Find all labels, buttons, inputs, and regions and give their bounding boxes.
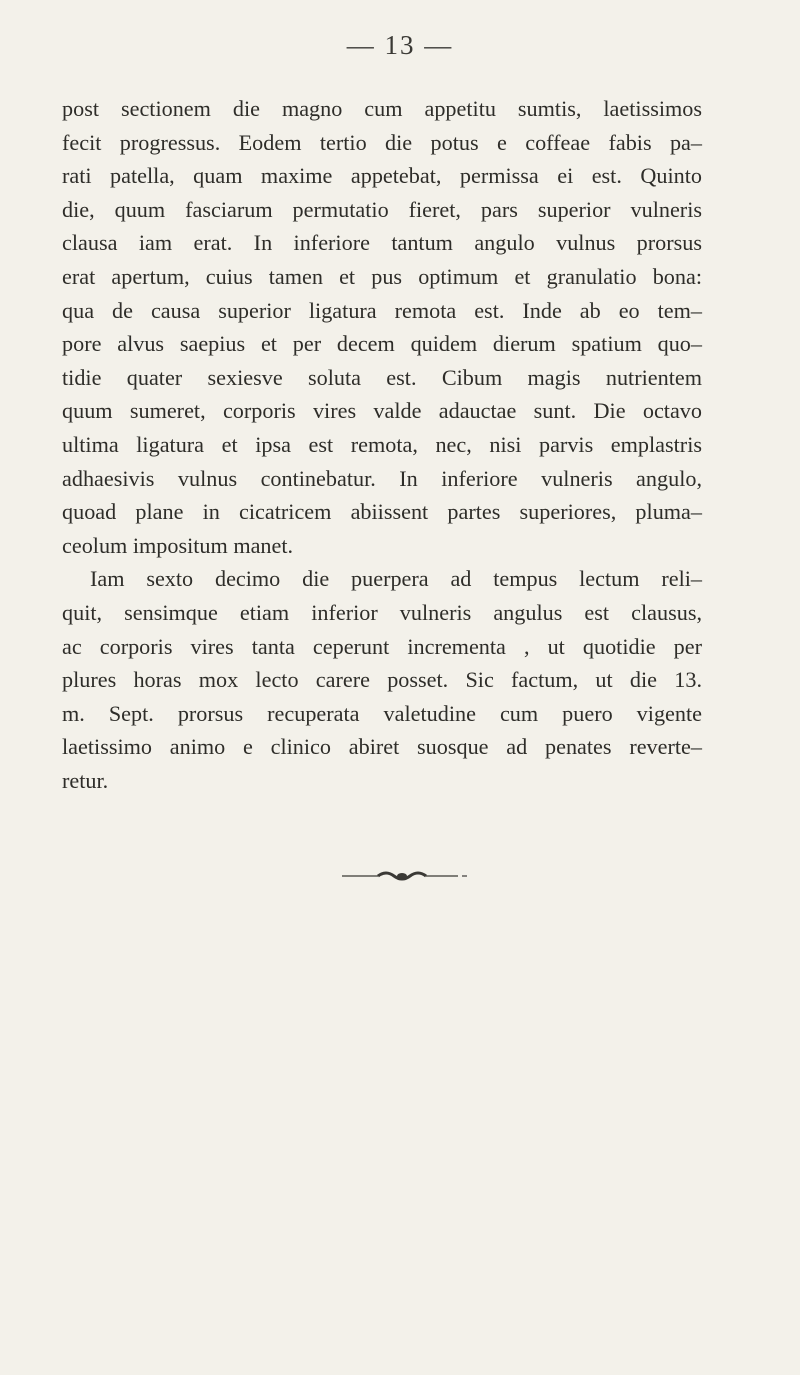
text-line: ceolum impositum manet.	[62, 532, 294, 558]
text-line: pore alvus saepius et per decem quidem dierum spatium quo–	[62, 331, 702, 357]
printer-flourish-icon	[340, 868, 470, 884]
page-number: — 13 —	[346, 30, 454, 60]
text-line: fecit progressus. Eodem tertio die potus e coffeae fabis pa–	[62, 129, 702, 155]
body-text	[62, 92, 702, 797]
text-line: ac corporis vires tanta ceperunt incrementa , ut quotidie per	[62, 633, 702, 659]
text-line: erat apertum, cuius tamen et pus optimum et granulatio bona:	[62, 263, 702, 289]
text-line: qua de causa superior ligatura remota est. Inde ab eo tem–	[62, 297, 702, 323]
text-line: post sectionem die magno cum appetitu sumtis, laetissimos	[62, 96, 702, 121]
text-line: quit, sensimque etiam inferior vulneris angulus est clausus,	[62, 599, 702, 625]
text-line: clausa iam erat. In inferiore tantum angulo vulnus prorsus	[62, 230, 702, 256]
text-line: die, quum fasciarum permutatio fieret, pars superior vulneris	[62, 196, 702, 222]
text-line: m. Sept. prorsus recuperata valetudine cum puero vigente	[62, 700, 702, 726]
text-line: laetissimo animo e clinico abiret suosque ad penates reverte–	[62, 734, 702, 760]
text-line: rati patella, quam maxime appetebat, permissa ei est. Quinto	[62, 163, 702, 189]
text-line: quum sumeret, corporis vires valde adauctae sunt. Die octavo	[62, 398, 702, 424]
text-line: tidie quater sexiesve soluta est. Cibum magis nutrientem	[62, 364, 702, 390]
text-line: ultima ligatura et ipsa est remota, nec, nisi parvis emplastris	[62, 431, 702, 457]
text-line: adhaesivis vulnus continebatur. In inferiore vulneris angulo,	[62, 465, 702, 491]
text-line: quoad plane in cicatricem abiissent partes superiores, pluma–	[62, 499, 702, 525]
text-line: plures horas mox lecto carere posset. Sic factum, ut die 13.	[62, 667, 702, 693]
paragraph-first-line: Iam sexto decimo die puerpera ad tempus lectum reli–	[90, 566, 702, 592]
text-line: retur.	[62, 767, 109, 793]
